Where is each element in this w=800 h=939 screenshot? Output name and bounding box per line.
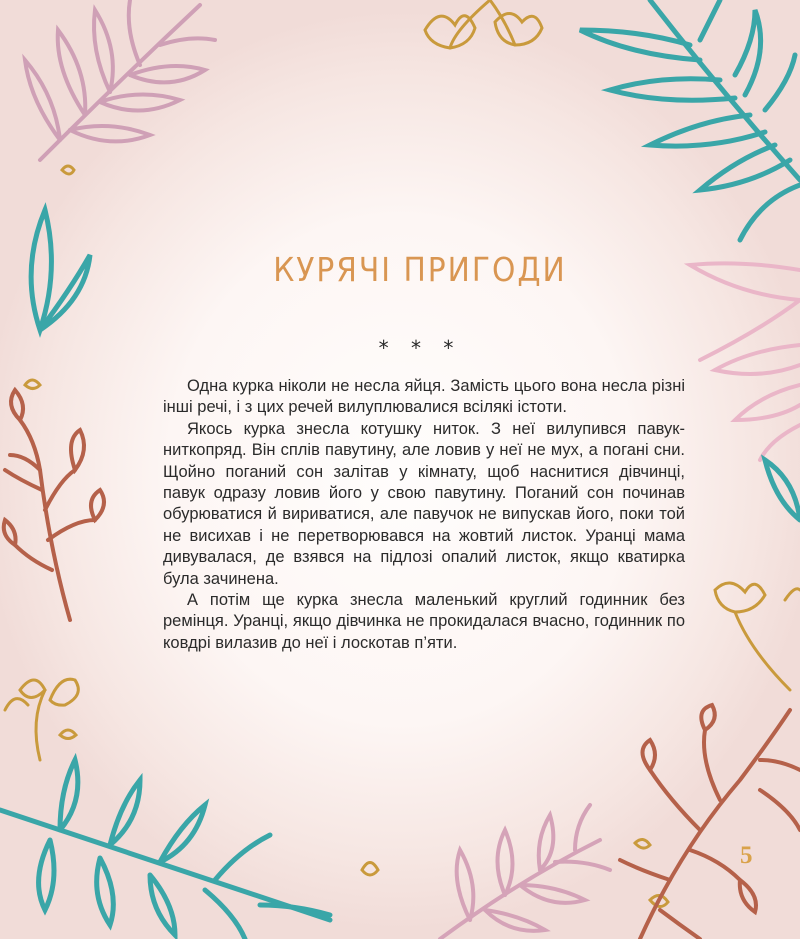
teal-leaf-right (765, 460, 800, 520)
paragraph: Якось курка знесла котушку ниток. З неї вилупився павук-ниткопряд. Він сплів павутину, але ловив у неї не мух, а погані сни. Щойно поганий сон залітав у кімнату, щоб наснитися дівчинці, павук одразу ловив його у свою павутину. Поганий сон починав обурюватися й вириватися, але павучок не випускав його, поки той не висихав і не перетворювався на жовтий листок. Уранці мама дивувалася, де взявся на підлозі опалий листок, якщо кватирка була зачинена. (163, 419, 685, 588)
pink-fern-right (690, 263, 800, 460)
page-number: 5 (740, 842, 753, 869)
paragraph: Одна курка ніколи не несла яйця. Замість цього вона несла різні інші речі, і з цих речей вилуплювалися всілякі істоти. (163, 377, 685, 417)
story-title: КУРЯЧІ ПРИГОДИ (273, 250, 567, 289)
teal-fern-top-right (580, 0, 800, 240)
rust-branch-bottom-right (620, 705, 800, 939)
teal-fern-bottom-left (0, 760, 330, 939)
rust-branch-left (4, 390, 104, 620)
paragraph: А потім ще курка знесла маленький круглий годинник без ремінця. Уранці, якщо дівчинка не прокидалася вчасно, годинник по ковдрі вилазив до неї і лоскотав п’яти. (163, 591, 685, 652)
gold-flowers-left (5, 380, 78, 760)
mauve-fern-top-left (25, 0, 215, 160)
mauve-fern-bottom (440, 805, 610, 939)
section-separator: * * * (378, 336, 462, 360)
story-text (163, 376, 685, 654)
gold-flowers-top (62, 0, 542, 174)
